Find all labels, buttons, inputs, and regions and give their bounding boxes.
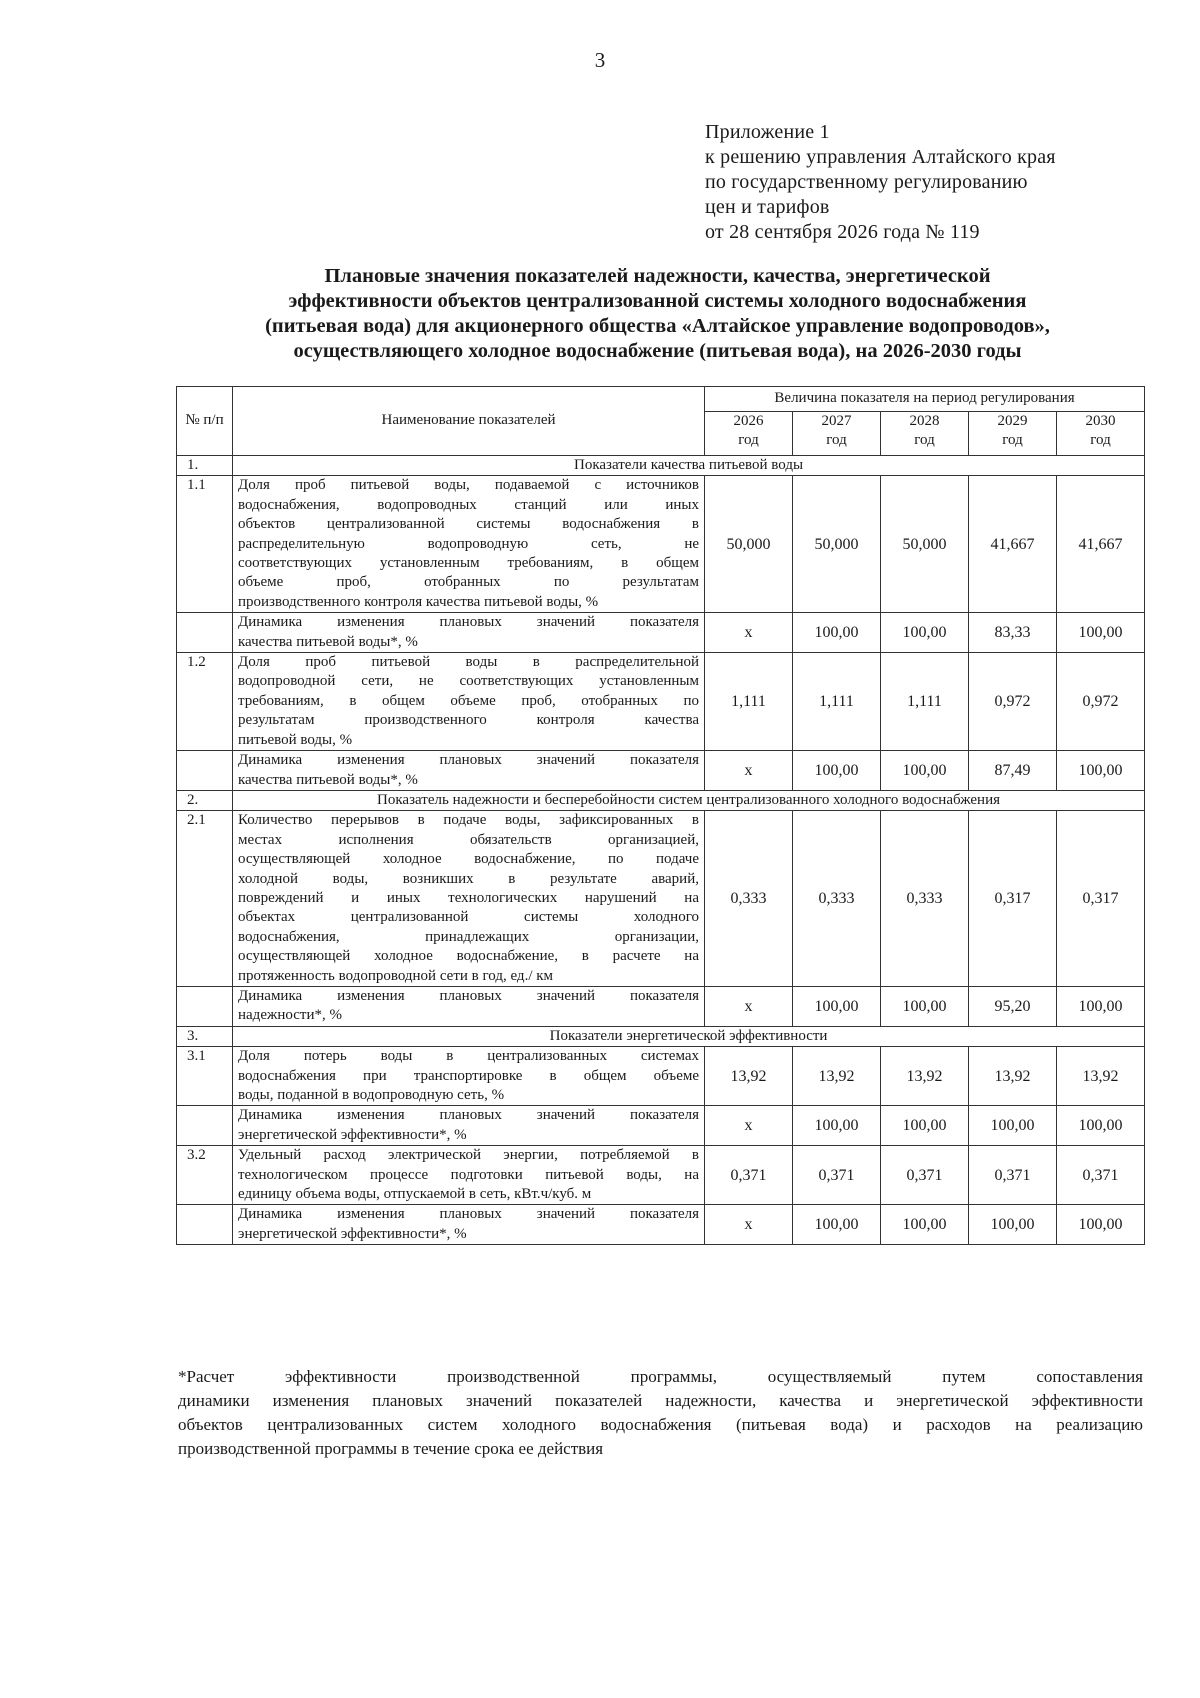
page-number: 3 bbox=[594, 48, 606, 72]
value-cell-2028: 50,000 bbox=[881, 476, 969, 613]
year-value: 2027 bbox=[821, 413, 852, 429]
title-line: эффективности объектов централизованной системы холодного водоснабжения bbox=[288, 290, 1027, 312]
value-cell-2030: 100,00 bbox=[1057, 613, 1145, 653]
value-cell-2027: 13,92 bbox=[793, 1047, 881, 1106]
row-number bbox=[177, 986, 233, 1026]
indicator-row bbox=[177, 653, 1145, 751]
document-title bbox=[170, 264, 1145, 364]
indicator-name-line: надежности*, % bbox=[238, 1007, 342, 1024]
indicator-name-line: объектов централизованной системы водоснабжения в bbox=[238, 516, 699, 533]
value-cell-2026: 13,92 bbox=[705, 1047, 793, 1106]
indicator-name-line: качества питьевой воды*, % bbox=[238, 633, 418, 650]
indicator-name-line: распределительную водопроводную сеть, не bbox=[238, 535, 699, 552]
value-cell-2026: х bbox=[705, 1106, 793, 1146]
title-line: осуществляющего холодное водоснабжение (питьевая вода), на 2026-2030 годы bbox=[293, 340, 1022, 362]
header-year-2027 bbox=[793, 412, 881, 456]
value-cell-2026: х bbox=[705, 613, 793, 653]
value-cell-2028: 100,00 bbox=[881, 1205, 969, 1245]
value-cell-2028: 100,00 bbox=[881, 613, 969, 653]
appendix-line: Приложение 1 bbox=[705, 121, 830, 143]
indicator-name bbox=[233, 653, 705, 751]
row-number bbox=[177, 1106, 233, 1146]
indicator-name-line: единицу объема воды, отпускаемой в сеть, кВт.ч/куб. м bbox=[238, 1186, 592, 1203]
row-number: 3.2 bbox=[177, 1146, 233, 1205]
section-row bbox=[177, 456, 1145, 476]
indicator-name-line: объектах централизованной системы холодного bbox=[238, 909, 699, 926]
value-cell-2029: 13,92 bbox=[969, 1047, 1057, 1106]
value-cell-2026: х bbox=[705, 986, 793, 1026]
footnote-line: объектов централизованных систем холодного водоснабжения (питьевая вода) и расходов на реализацию bbox=[178, 1415, 1143, 1434]
indicator-name-line: Количество перерывов в подаче воды, зафиксированных в bbox=[238, 812, 699, 829]
value-cell-2030: 100,00 bbox=[1057, 986, 1145, 1026]
indicator-name-line: энергетической эффективности*, % bbox=[238, 1225, 467, 1242]
row-number bbox=[177, 1205, 233, 1245]
value-cell-2026: х bbox=[705, 1205, 793, 1245]
title-line: Плановые значения показателей надежности, качества, энергетической bbox=[324, 265, 991, 287]
value-cell-2028: 100,00 bbox=[881, 1106, 969, 1146]
year-value: 2030 bbox=[1085, 413, 1116, 429]
section-number: 2. bbox=[177, 790, 233, 810]
header-name: Наименование показателей bbox=[233, 387, 705, 456]
indicator-name-line: водопроводной сети, не соответствующих установленным bbox=[238, 673, 699, 690]
indicator-name-line: повреждений и иных технологических нарушений на bbox=[238, 889, 699, 906]
indicator-name-line: Динамика изменения плановых значений показателя bbox=[238, 1206, 699, 1223]
value-cell-2030: 0,972 bbox=[1057, 653, 1145, 751]
indicator-name-line: Динамика изменения плановых значений показателя bbox=[238, 614, 699, 631]
value-cell-2028: 100,00 bbox=[881, 751, 969, 791]
value-cell-2030: 0,371 bbox=[1057, 1146, 1145, 1205]
appendix-line: цен и тарифов bbox=[705, 196, 830, 218]
indicator-name-line: результатам производственного контроля качества bbox=[238, 712, 699, 729]
value-cell-2028: 1,111 bbox=[881, 653, 969, 751]
value-cell-2027: 100,00 bbox=[793, 1205, 881, 1245]
indicator-name bbox=[233, 476, 705, 613]
value-cell-2030: 0,317 bbox=[1057, 811, 1145, 987]
value-cell-2029: 83,33 bbox=[969, 613, 1057, 653]
year-suffix: год bbox=[1002, 432, 1023, 448]
indicator-name-line: Доля проб питьевой воды в распределительной bbox=[238, 654, 699, 671]
header-year-2030 bbox=[1057, 412, 1145, 456]
value-cell-2028: 13,92 bbox=[881, 1047, 969, 1106]
header-year-2026 bbox=[705, 412, 793, 456]
indicator-name-line: соответствующих установленным требованиям, в общем bbox=[238, 555, 699, 572]
header-year-2028 bbox=[881, 412, 969, 456]
value-cell-2029: 41,667 bbox=[969, 476, 1057, 613]
footnote-line: динамики изменения плановых значений показателей надежности, качества и энергетической эффективности bbox=[178, 1391, 1143, 1410]
value-cell-2026: 50,000 bbox=[705, 476, 793, 613]
indicator-name-line: объеме проб, отобранных по результатам bbox=[238, 574, 699, 591]
year-suffix: год bbox=[1090, 432, 1111, 448]
section-row bbox=[177, 1026, 1145, 1046]
indicator-row bbox=[177, 811, 1145, 987]
value-cell-2030: 13,92 bbox=[1057, 1047, 1145, 1106]
row-number bbox=[177, 613, 233, 653]
year-suffix: год bbox=[826, 432, 847, 448]
indicator-name-line: Динамика изменения плановых значений показателя bbox=[238, 987, 699, 1004]
indicator-name-line: качества питьевой воды*, % bbox=[238, 771, 418, 788]
indicator-row bbox=[177, 476, 1145, 613]
indicator-name bbox=[233, 1205, 705, 1245]
indicator-name bbox=[233, 1106, 705, 1146]
table-header-row bbox=[177, 387, 1145, 412]
indicator-name-line: Доля потерь воды в централизованных системах bbox=[238, 1048, 699, 1065]
value-cell-2029: 100,00 bbox=[969, 1205, 1057, 1245]
dynamics-row bbox=[177, 986, 1145, 1026]
row-number: 1.1 bbox=[177, 476, 233, 613]
value-cell-2027: 0,371 bbox=[793, 1146, 881, 1205]
value-cell-2027: 1,111 bbox=[793, 653, 881, 751]
value-cell-2029: 0,317 bbox=[969, 811, 1057, 987]
indicator-name-line: местах исполнения обязательств организацией, bbox=[238, 831, 699, 848]
dynamics-row bbox=[177, 751, 1145, 791]
dynamics-row bbox=[177, 1205, 1145, 1245]
value-cell-2030: 100,00 bbox=[1057, 1205, 1145, 1245]
value-cell-2030: 41,667 bbox=[1057, 476, 1145, 613]
section-title: Показатели энергетической эффективности bbox=[233, 1026, 1145, 1046]
value-cell-2027: 100,00 bbox=[793, 613, 881, 653]
row-number: 3.1 bbox=[177, 1047, 233, 1106]
indicator-name-line: питьевой воды, % bbox=[238, 731, 353, 748]
footnote-line: *Расчет эффективности производственной программы, осуществляемый путем сопоставления bbox=[178, 1367, 1143, 1386]
value-cell-2026: 0,371 bbox=[705, 1146, 793, 1205]
footnote-line: производственной программы в течение срока ее действия bbox=[178, 1439, 604, 1458]
value-cell-2028: 0,371 bbox=[881, 1146, 969, 1205]
header-period: Величина показателя на период регулирования bbox=[705, 387, 1145, 412]
footnote bbox=[178, 1365, 1143, 1461]
year-suffix: год bbox=[914, 432, 935, 448]
row-number: 2.1 bbox=[177, 811, 233, 987]
year-suffix: год bbox=[738, 432, 759, 448]
year-value: 2029 bbox=[997, 413, 1028, 429]
value-cell-2030: 100,00 bbox=[1057, 1106, 1145, 1146]
indicators-table bbox=[176, 386, 1145, 1245]
value-cell-2027: 50,000 bbox=[793, 476, 881, 613]
indicator-name-line: Динамика изменения плановых значений показателя bbox=[238, 752, 699, 769]
indicator-name-line: водоснабжения, водопроводных станций или иных bbox=[238, 496, 699, 513]
indicator-name-line: Удельный расход электрической энергии, потребляемой в bbox=[238, 1147, 699, 1164]
section-number: 3. bbox=[177, 1026, 233, 1046]
header-year-2029 bbox=[969, 412, 1057, 456]
indicator-name bbox=[233, 1146, 705, 1205]
value-cell-2028: 100,00 bbox=[881, 986, 969, 1026]
title-line: (питьевая вода) для акционерного общества «Алтайское управление водопроводов», bbox=[265, 315, 1050, 337]
appendix-line: к решению управления Алтайского края bbox=[705, 146, 1056, 168]
appendix-block bbox=[705, 120, 1056, 245]
indicator-name bbox=[233, 1047, 705, 1106]
value-cell-2030: 100,00 bbox=[1057, 751, 1145, 791]
value-cell-2026: х bbox=[705, 751, 793, 791]
indicator-row bbox=[177, 1047, 1145, 1106]
appendix-line: от 28 сентября 2026 года № 119 bbox=[705, 221, 980, 243]
dynamics-row bbox=[177, 613, 1145, 653]
year-value: 2026 bbox=[733, 413, 764, 429]
dynamics-row bbox=[177, 1106, 1145, 1146]
indicator-row bbox=[177, 1146, 1145, 1205]
value-cell-2027: 0,333 bbox=[793, 811, 881, 987]
row-number bbox=[177, 751, 233, 791]
indicator-name-line: воды, поданной в водопроводную сеть, % bbox=[238, 1087, 505, 1103]
value-cell-2029: 100,00 bbox=[969, 1106, 1057, 1146]
indicator-name bbox=[233, 613, 705, 653]
value-cell-2026: 0,333 bbox=[705, 811, 793, 987]
indicator-name-line: осуществляющей холодное водоснабжение, по подаче bbox=[238, 851, 699, 868]
value-cell-2027: 100,00 bbox=[793, 986, 881, 1026]
indicator-name-line: Доля проб питьевой воды, подаваемой с источников bbox=[238, 477, 699, 494]
value-cell-2028: 0,333 bbox=[881, 811, 969, 987]
indicator-name-line: водоснабжения, принадлежащих организации, bbox=[238, 928, 699, 945]
value-cell-2029: 87,49 bbox=[969, 751, 1057, 791]
value-cell-2029: 95,20 bbox=[969, 986, 1057, 1026]
appendix-line: по государственному регулированию bbox=[705, 171, 1028, 193]
value-cell-2029: 0,371 bbox=[969, 1146, 1057, 1205]
indicator-name-line: водоснабжения при транспортировке в общем объеме bbox=[238, 1067, 699, 1084]
section-number: 1. bbox=[177, 456, 233, 476]
indicator-name-line: требованиям, в общем объеме проб, отобранных по bbox=[238, 692, 699, 709]
indicator-name-line: Динамика изменения плановых значений показателя bbox=[238, 1107, 699, 1124]
section-title: Показатель надежности и бесперебойности систем централизованного холодного водоснабжения bbox=[233, 790, 1145, 810]
value-cell-2027: 100,00 bbox=[793, 1106, 881, 1146]
indicator-name-line: осуществляющей холодное водоснабжение, в расчете на bbox=[238, 948, 699, 965]
row-number: 1.2 bbox=[177, 653, 233, 751]
indicator-name-line: энергетической эффективности*, % bbox=[238, 1126, 467, 1143]
indicator-name bbox=[233, 811, 705, 987]
indicator-name-line: технологическом процессе подготовки питьевой воды, на bbox=[238, 1166, 699, 1183]
section-row bbox=[177, 790, 1145, 810]
indicator-name bbox=[233, 986, 705, 1026]
indicator-name bbox=[233, 751, 705, 791]
header-num: № п/п bbox=[177, 387, 233, 456]
value-cell-2027: 100,00 bbox=[793, 751, 881, 791]
indicator-name-line: холодной воды, возникших в результате аварий, bbox=[238, 870, 699, 887]
year-value: 2028 bbox=[909, 413, 940, 429]
value-cell-2026: 1,111 bbox=[705, 653, 793, 751]
indicator-name-line: производственного контроля качества питьевой воды, % bbox=[238, 593, 599, 610]
section-title: Показатели качества питьевой воды bbox=[233, 456, 1145, 476]
value-cell-2029: 0,972 bbox=[969, 653, 1057, 751]
indicator-name-line: протяженность водопроводной сети в год, ед./ км bbox=[238, 967, 554, 984]
